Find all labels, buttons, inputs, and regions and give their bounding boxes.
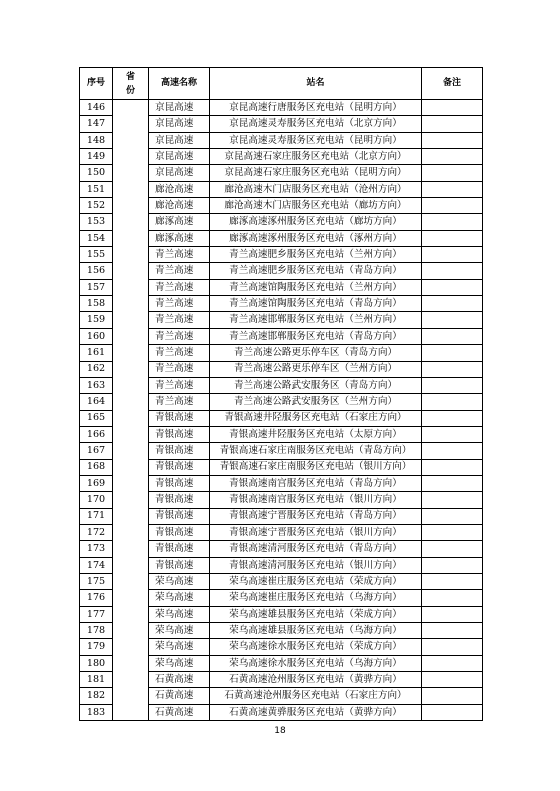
row-station: 荣乌高速崔庄服务区充电站（荣成方向） xyxy=(210,573,422,589)
row-seq: 150 xyxy=(80,165,113,181)
row-remark xyxy=(422,524,483,540)
row-seq: 146 xyxy=(80,100,113,116)
row-station: 廊涿高速涿州服务区充电站（廊坊方向） xyxy=(210,214,422,230)
header-station: 站名 xyxy=(210,68,422,100)
row-highway: 石黄高速 xyxy=(149,688,210,704)
row-seq: 155 xyxy=(80,247,113,263)
row-seq: 174 xyxy=(80,557,113,573)
row-station: 廊沧高速木门店服务区充电站（廊坊方向） xyxy=(210,198,422,214)
row-highway: 荣乌高速 xyxy=(149,655,210,671)
header-highway: 高速名称 xyxy=(149,68,210,100)
row-highway: 青银高速 xyxy=(149,557,210,573)
row-highway: 京昆高速 xyxy=(149,165,210,181)
row-station: 廊涿高速涿州服务区充电站（涿州方向） xyxy=(210,230,422,246)
row-highway: 京昆高速 xyxy=(149,132,210,148)
row-highway: 廊涿高速 xyxy=(149,230,210,246)
row-remark xyxy=(422,296,483,312)
row-seq: 182 xyxy=(80,688,113,704)
row-remark xyxy=(422,672,483,688)
row-remark xyxy=(422,181,483,197)
row-remark xyxy=(422,230,483,246)
row-remark xyxy=(422,475,483,491)
row-seq: 176 xyxy=(80,590,113,606)
row-highway: 青兰高速 xyxy=(149,312,210,328)
row-station: 青兰高速公路武安服务区（兰州方向） xyxy=(210,394,422,410)
row-seq: 179 xyxy=(80,639,113,655)
row-seq: 177 xyxy=(80,606,113,622)
header-province xyxy=(113,68,149,100)
header-seq: 序号 xyxy=(80,68,113,100)
row-station: 青银高速石家庄南服务区充电站（青岛方向） xyxy=(210,443,422,459)
row-station: 青兰高速公路更乐停车区（兰州方向） xyxy=(210,361,422,377)
row-highway: 青银高速 xyxy=(149,459,210,475)
row-remark xyxy=(422,165,483,181)
row-remark xyxy=(422,247,483,263)
row-station: 青兰高速肥乡服务区充电站（青岛方向） xyxy=(210,263,422,279)
row-station: 青银高速清河服务区充电站（银川方向） xyxy=(210,557,422,573)
row-highway: 青银高速 xyxy=(149,443,210,459)
row-highway: 青银高速 xyxy=(149,492,210,508)
row-station: 青银高速南宫服务区充电站（青岛方向） xyxy=(210,475,422,491)
row-station: 青银高速井陉服务区充电站（石家庄方向） xyxy=(210,410,422,426)
row-highway: 青兰高速 xyxy=(149,345,210,361)
row-highway: 青兰高速 xyxy=(149,247,210,263)
row-remark xyxy=(422,312,483,328)
row-station: 荣乌高速徐水服务区充电站（乌海方向） xyxy=(210,655,422,671)
row-seq: 167 xyxy=(80,443,113,459)
row-remark xyxy=(422,492,483,508)
row-remark xyxy=(422,688,483,704)
row-remark xyxy=(422,149,483,165)
row-remark xyxy=(422,345,483,361)
row-seq: 168 xyxy=(80,459,113,475)
row-seq: 163 xyxy=(80,377,113,393)
row-highway: 京昆高速 xyxy=(149,149,210,165)
row-highway: 荣乌高速 xyxy=(149,623,210,639)
row-station: 青兰高速肥乡服务区充电站（兰州方向） xyxy=(210,247,422,263)
row-highway: 青银高速 xyxy=(149,410,210,426)
row-highway: 石黄高速 xyxy=(149,672,210,688)
row-station: 石黄高速黄骅服务区充电站（黄骅方向） xyxy=(210,704,422,720)
row-station: 青兰高速馆陶服务区充电站（青岛方向） xyxy=(210,296,422,312)
row-station: 石黄高速沧州服务区充电站（石家庄方向） xyxy=(210,688,422,704)
row-remark xyxy=(422,198,483,214)
row-seq: 147 xyxy=(80,116,113,132)
row-remark xyxy=(422,361,483,377)
row-seq: 161 xyxy=(80,345,113,361)
row-highway: 京昆高速 xyxy=(149,100,210,116)
row-remark xyxy=(422,443,483,459)
row-station: 荣乌高速雄县服务区充电站（荣成方向） xyxy=(210,606,422,622)
row-remark xyxy=(422,557,483,573)
row-remark xyxy=(422,623,483,639)
row-station: 石黄高速沧州服务区充电站（黄骅方向） xyxy=(210,672,422,688)
row-remark xyxy=(422,426,483,442)
row-station: 青银高速南宫服务区充电站（银川方向） xyxy=(210,492,422,508)
row-highway: 青兰高速 xyxy=(149,377,210,393)
row-station: 青兰高速公路更乐停车区（青岛方向） xyxy=(210,345,422,361)
row-station: 青银高速清河服务区充电站（青岛方向） xyxy=(210,541,422,557)
row-seq: 156 xyxy=(80,263,113,279)
row-highway: 青兰高速 xyxy=(149,279,210,295)
row-remark xyxy=(422,606,483,622)
row-highway: 荣乌高速 xyxy=(149,639,210,655)
row-highway: 青兰高速 xyxy=(149,296,210,312)
row-highway: 荣乌高速 xyxy=(149,590,210,606)
row-remark xyxy=(422,590,483,606)
row-highway: 青兰高速 xyxy=(149,394,210,410)
row-remark xyxy=(422,132,483,148)
table-header-row xyxy=(80,68,483,100)
row-highway: 青兰高速 xyxy=(149,361,210,377)
row-remark xyxy=(422,655,483,671)
row-station: 荣乌高速徐水服务区充电站（荣成方向） xyxy=(210,639,422,655)
row-seq: 164 xyxy=(80,394,113,410)
row-seq: 158 xyxy=(80,296,113,312)
row-station: 青兰高速公路武安服务区（青岛方向） xyxy=(210,377,422,393)
row-seq: 181 xyxy=(80,672,113,688)
row-seq: 157 xyxy=(80,279,113,295)
row-seq: 175 xyxy=(80,573,113,589)
row-remark xyxy=(422,410,483,426)
row-seq: 162 xyxy=(80,361,113,377)
row-station: 京昆高速灵寿服务区充电站（北京方向） xyxy=(210,116,422,132)
row-remark xyxy=(422,541,483,557)
row-remark xyxy=(422,573,483,589)
row-seq: 153 xyxy=(80,214,113,230)
row-seq: 154 xyxy=(80,230,113,246)
row-seq: 169 xyxy=(80,475,113,491)
row-station: 荣乌高速雄县服务区充电站（乌海方向） xyxy=(210,623,422,639)
row-highway: 廊涿高速 xyxy=(149,214,210,230)
row-highway: 青银高速 xyxy=(149,541,210,557)
row-remark xyxy=(422,508,483,524)
row-seq: 172 xyxy=(80,524,113,540)
row-remark xyxy=(422,459,483,475)
row-remark xyxy=(422,704,483,720)
row-seq: 166 xyxy=(80,426,113,442)
row-highway: 青银高速 xyxy=(149,524,210,540)
row-highway: 青银高速 xyxy=(149,508,210,524)
row-highway: 青兰高速 xyxy=(149,263,210,279)
row-station: 青兰高速馆陶服务区充电站（兰州方向） xyxy=(210,279,422,295)
row-seq: 159 xyxy=(80,312,113,328)
row-highway: 廊沧高速 xyxy=(149,181,210,197)
row-seq: 183 xyxy=(80,704,113,720)
row-station: 青银高速宁晋服务区充电站（银川方向） xyxy=(210,524,422,540)
row-seq: 170 xyxy=(80,492,113,508)
row-province xyxy=(113,100,149,721)
row-remark xyxy=(422,263,483,279)
page-number: 18 xyxy=(274,726,286,736)
row-seq: 148 xyxy=(80,132,113,148)
stations-table xyxy=(79,67,483,721)
header-remark: 备注 xyxy=(422,68,483,100)
row-remark xyxy=(422,328,483,344)
row-seq: 171 xyxy=(80,508,113,524)
row-remark xyxy=(422,100,483,116)
row-remark xyxy=(422,214,483,230)
table-row xyxy=(80,100,483,116)
row-station: 荣乌高速崔庄服务区充电站（乌海方向） xyxy=(210,590,422,606)
row-station: 青银高速石家庄南服务区充电站（银川方向） xyxy=(210,459,422,475)
row-seq: 151 xyxy=(80,181,113,197)
row-seq: 160 xyxy=(80,328,113,344)
row-station: 青兰高速邯郸服务区充电站（青岛方向） xyxy=(210,328,422,344)
row-station: 廊沧高速木门店服务区充电站（沧州方向） xyxy=(210,181,422,197)
row-highway: 荣乌高速 xyxy=(149,606,210,622)
header-province-label: 省 份 xyxy=(125,71,135,96)
row-highway: 京昆高速 xyxy=(149,116,210,132)
row-seq: 165 xyxy=(80,410,113,426)
row-remark xyxy=(422,116,483,132)
row-seq: 173 xyxy=(80,541,113,557)
row-remark xyxy=(422,394,483,410)
row-highway: 石黄高速 xyxy=(149,704,210,720)
row-station: 京昆高速石家庄服务区充电站（昆明方向） xyxy=(210,165,422,181)
row-highway: 青银高速 xyxy=(149,475,210,491)
row-station: 京昆高速灵寿服务区充电站（昆明方向） xyxy=(210,132,422,148)
row-seq: 178 xyxy=(80,623,113,639)
row-remark xyxy=(422,279,483,295)
row-station: 京昆高速石家庄服务区充电站（北京方向） xyxy=(210,149,422,165)
row-station: 青兰高速邯郸服务区充电站（兰州方向） xyxy=(210,312,422,328)
row-station: 青银高速宁晋服务区充电站（青岛方向） xyxy=(210,508,422,524)
row-seq: 149 xyxy=(80,149,113,165)
row-seq: 180 xyxy=(80,655,113,671)
row-highway: 青兰高速 xyxy=(149,328,210,344)
row-highway: 青银高速 xyxy=(149,426,210,442)
row-station: 青银高速井陉服务区充电站（太原方向） xyxy=(210,426,422,442)
row-remark xyxy=(422,377,483,393)
row-highway: 荣乌高速 xyxy=(149,573,210,589)
row-seq: 152 xyxy=(80,198,113,214)
row-station: 京昆高速行唐服务区充电站（昆明方向） xyxy=(210,100,422,116)
row-remark xyxy=(422,639,483,655)
row-highway: 廊沧高速 xyxy=(149,198,210,214)
